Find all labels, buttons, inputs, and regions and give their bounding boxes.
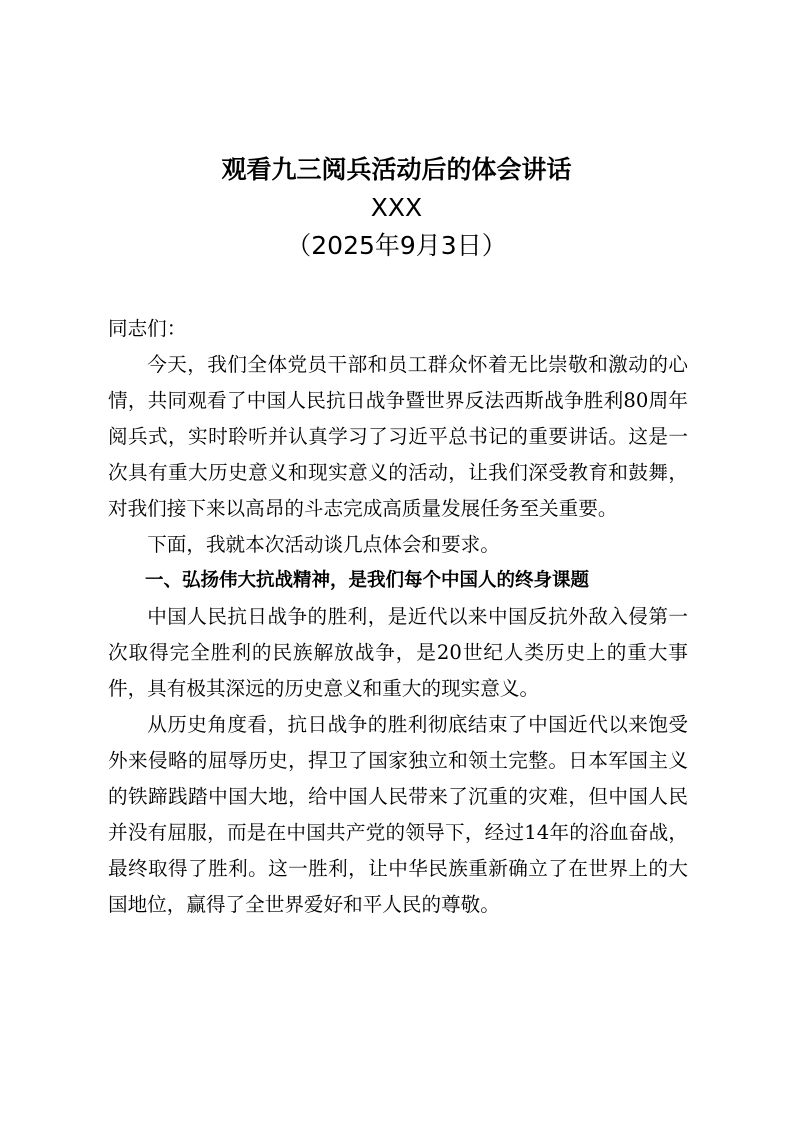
salutation: 同志们： — [108, 317, 187, 340]
title-block — [0, 151, 793, 265]
document-title: 观看九三阅兵活动后的体会讲话 — [221, 155, 572, 184]
body-paragraph: 下面，我就本次活动谈几点体会和要求。 — [147, 533, 500, 556]
document-body — [108, 311, 688, 923]
author-name: XXX — [370, 193, 423, 222]
speech-date: （2025年9月3日） — [286, 231, 507, 260]
body-paragraph: 今天，我们全体党员干部和员工群众怀着无比崇敬和激动的心情，共同观看了中国人民抗日战争暨世界反法西斯战争胜利80周年阅兵式，实时聆听并认真学习了习近平总书记的重要讲话。这是一次具有重大历史意义和现实意义的活动，让我们深受教育和鼓舞，对我们接下来以高昂的斗志完成高质量发展任务至关重要。 — [108, 353, 688, 520]
body-paragraph: 从历史角度看，抗日战争的胜利彻底结束了中国近代以来饱受外来侵略的屈辱历史，捍卫了国家独立和领土完整。日本军国主义的铁蹄践踏中国大地，给中国人民带来了沉重的灾难，但中国人民并没有屈服，而是在中国共产党的领导下，经过14年的浴血奋战，最终取得了胜利。这一胜利，让中华民族重新确立了在世界上的大国地位，赢得了全世界爱好和平人民的尊敬。 — [108, 713, 688, 916]
section-heading: 一、弘扬伟大抗战精神，是我们每个中国人的终身课题 — [145, 570, 590, 591]
body-paragraph: 中国人民抗日战争的胜利，是近代以来中国反抗外敌入侵第一次取得完全胜利的民族解放战争，是20世纪人类历史上的重大事件，具有极其深远的历史意义和重大的现实意义。 — [108, 605, 688, 700]
